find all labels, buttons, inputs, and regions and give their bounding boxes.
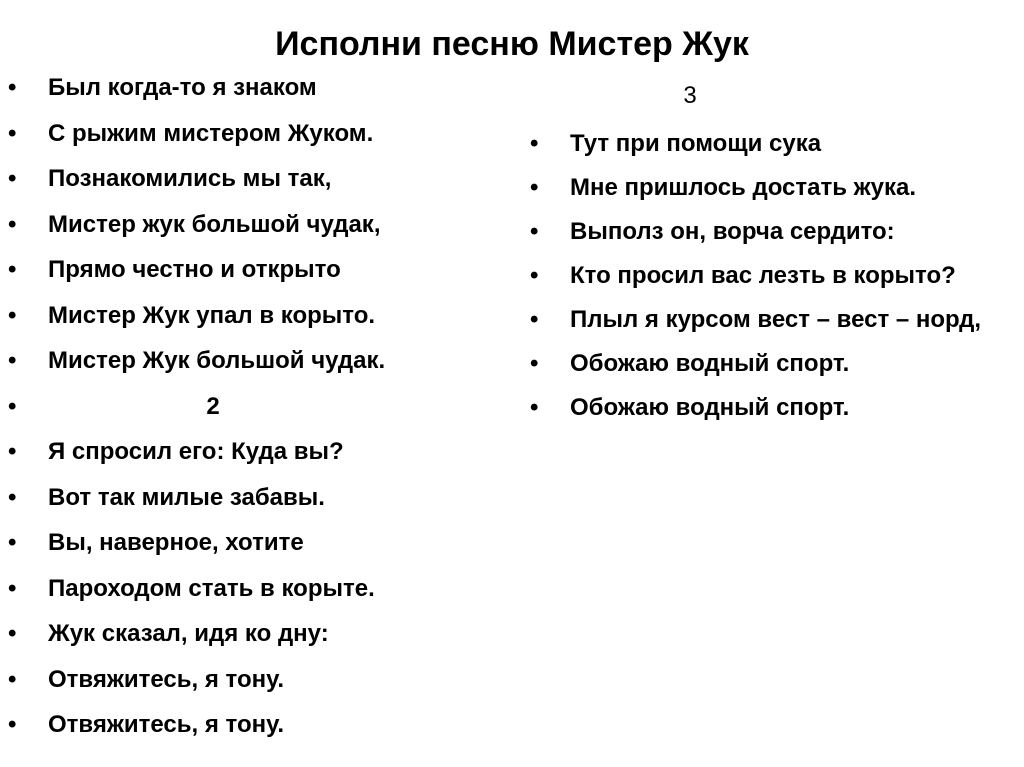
- bullet-icon: •: [8, 347, 17, 374]
- lyric-line: Обожаю водный спорт.: [570, 350, 850, 377]
- bullet-icon: •: [8, 620, 17, 647]
- lyric-line: Тут при помощи сука: [570, 130, 822, 157]
- bullet-icon: •: [8, 165, 17, 192]
- verse-number: 2: [206, 392, 220, 420]
- list-item: [8, 163, 508, 195]
- list-item: [8, 482, 508, 514]
- bullet-icon: •: [530, 262, 539, 289]
- list-item: [530, 128, 1020, 160]
- bullet-icon: •: [8, 301, 17, 329]
- bullet-icon: •: [8, 711, 17, 738]
- list-item: [8, 300, 508, 332]
- list-item: [8, 709, 508, 741]
- bullet-icon: •: [8, 483, 17, 511]
- bullet-icon: •: [530, 218, 539, 245]
- bullet-icon: •: [8, 665, 17, 693]
- list-item: [8, 118, 508, 150]
- list-item: [8, 436, 508, 468]
- slide-title: Исполни песню Мистер Жук: [275, 25, 749, 63]
- lyric-line: Вот так милые забавы.: [48, 483, 325, 511]
- bullet-icon: •: [530, 130, 539, 157]
- lyric-line: Обожаю водный спорт.: [570, 394, 850, 421]
- lyric-line: Кто просил вас лезть в корыто?: [570, 262, 956, 289]
- lyric-line: Отвяжитесь, я тону.: [48, 665, 285, 693]
- lyric-line: Мистер Жук упал в корыто.: [48, 301, 376, 329]
- bullet-icon: •: [8, 74, 17, 101]
- list-item: [530, 392, 1020, 424]
- bullet-icon: •: [8, 119, 17, 147]
- bullet-icon: •: [8, 392, 17, 420]
- list-item: [8, 573, 508, 605]
- list-item: [530, 216, 1020, 248]
- right-column-list: [530, 80, 1020, 436]
- lyric-line: Был когда-то я знаком: [48, 74, 317, 101]
- lyric-line: Выполз он, ворча сердито:: [570, 218, 895, 245]
- bullet-icon: •: [8, 574, 17, 602]
- list-item: [8, 527, 508, 559]
- verse-number: 3: [683, 82, 697, 109]
- left-column-list: [8, 72, 508, 755]
- bullet-icon: •: [530, 306, 539, 333]
- bullet-icon: •: [530, 394, 539, 421]
- lyric-line: С рыжим мистером Жуком.: [48, 119, 374, 147]
- list-item: [530, 304, 1020, 336]
- lyric-line: Я спросил его: Куда вы?: [48, 438, 344, 465]
- list-item: [530, 172, 1020, 204]
- lyric-line: Пароходом стать в корыте.: [48, 574, 375, 602]
- bullet-icon: •: [530, 174, 539, 201]
- list-item: [530, 348, 1020, 380]
- lyric-line: Познакомились мы так,: [48, 165, 332, 192]
- verse-number-item: [8, 391, 508, 423]
- lyric-line: Вы, наверное, хотите: [48, 529, 304, 556]
- list-item: [8, 254, 508, 286]
- lyric-line: Мне пришлось достать жука.: [570, 174, 917, 201]
- bullet-icon: •: [8, 529, 17, 556]
- lyric-line: Мистер Жук большой чудак.: [48, 347, 386, 374]
- bullet-icon: •: [8, 256, 17, 283]
- bullet-icon: •: [530, 350, 539, 377]
- bullet-icon: •: [8, 210, 17, 238]
- list-item: [8, 72, 508, 104]
- lyric-line: Прямо честно и открыто: [48, 256, 341, 283]
- bullet-icon: •: [8, 438, 17, 465]
- lyric-line: Мистер жук большой чудак,: [48, 210, 381, 238]
- list-item: [8, 664, 508, 696]
- lyric-line: Отвяжитесь, я тону.: [48, 711, 285, 738]
- list-item: [530, 260, 1020, 292]
- list-item: [8, 618, 508, 650]
- lyric-line: Плыл я курсом вест – вест – норд,: [570, 306, 982, 333]
- list-item: [8, 345, 508, 377]
- lyric-line: Жук сказал, идя ко дну:: [48, 620, 329, 647]
- list-item: [8, 209, 508, 241]
